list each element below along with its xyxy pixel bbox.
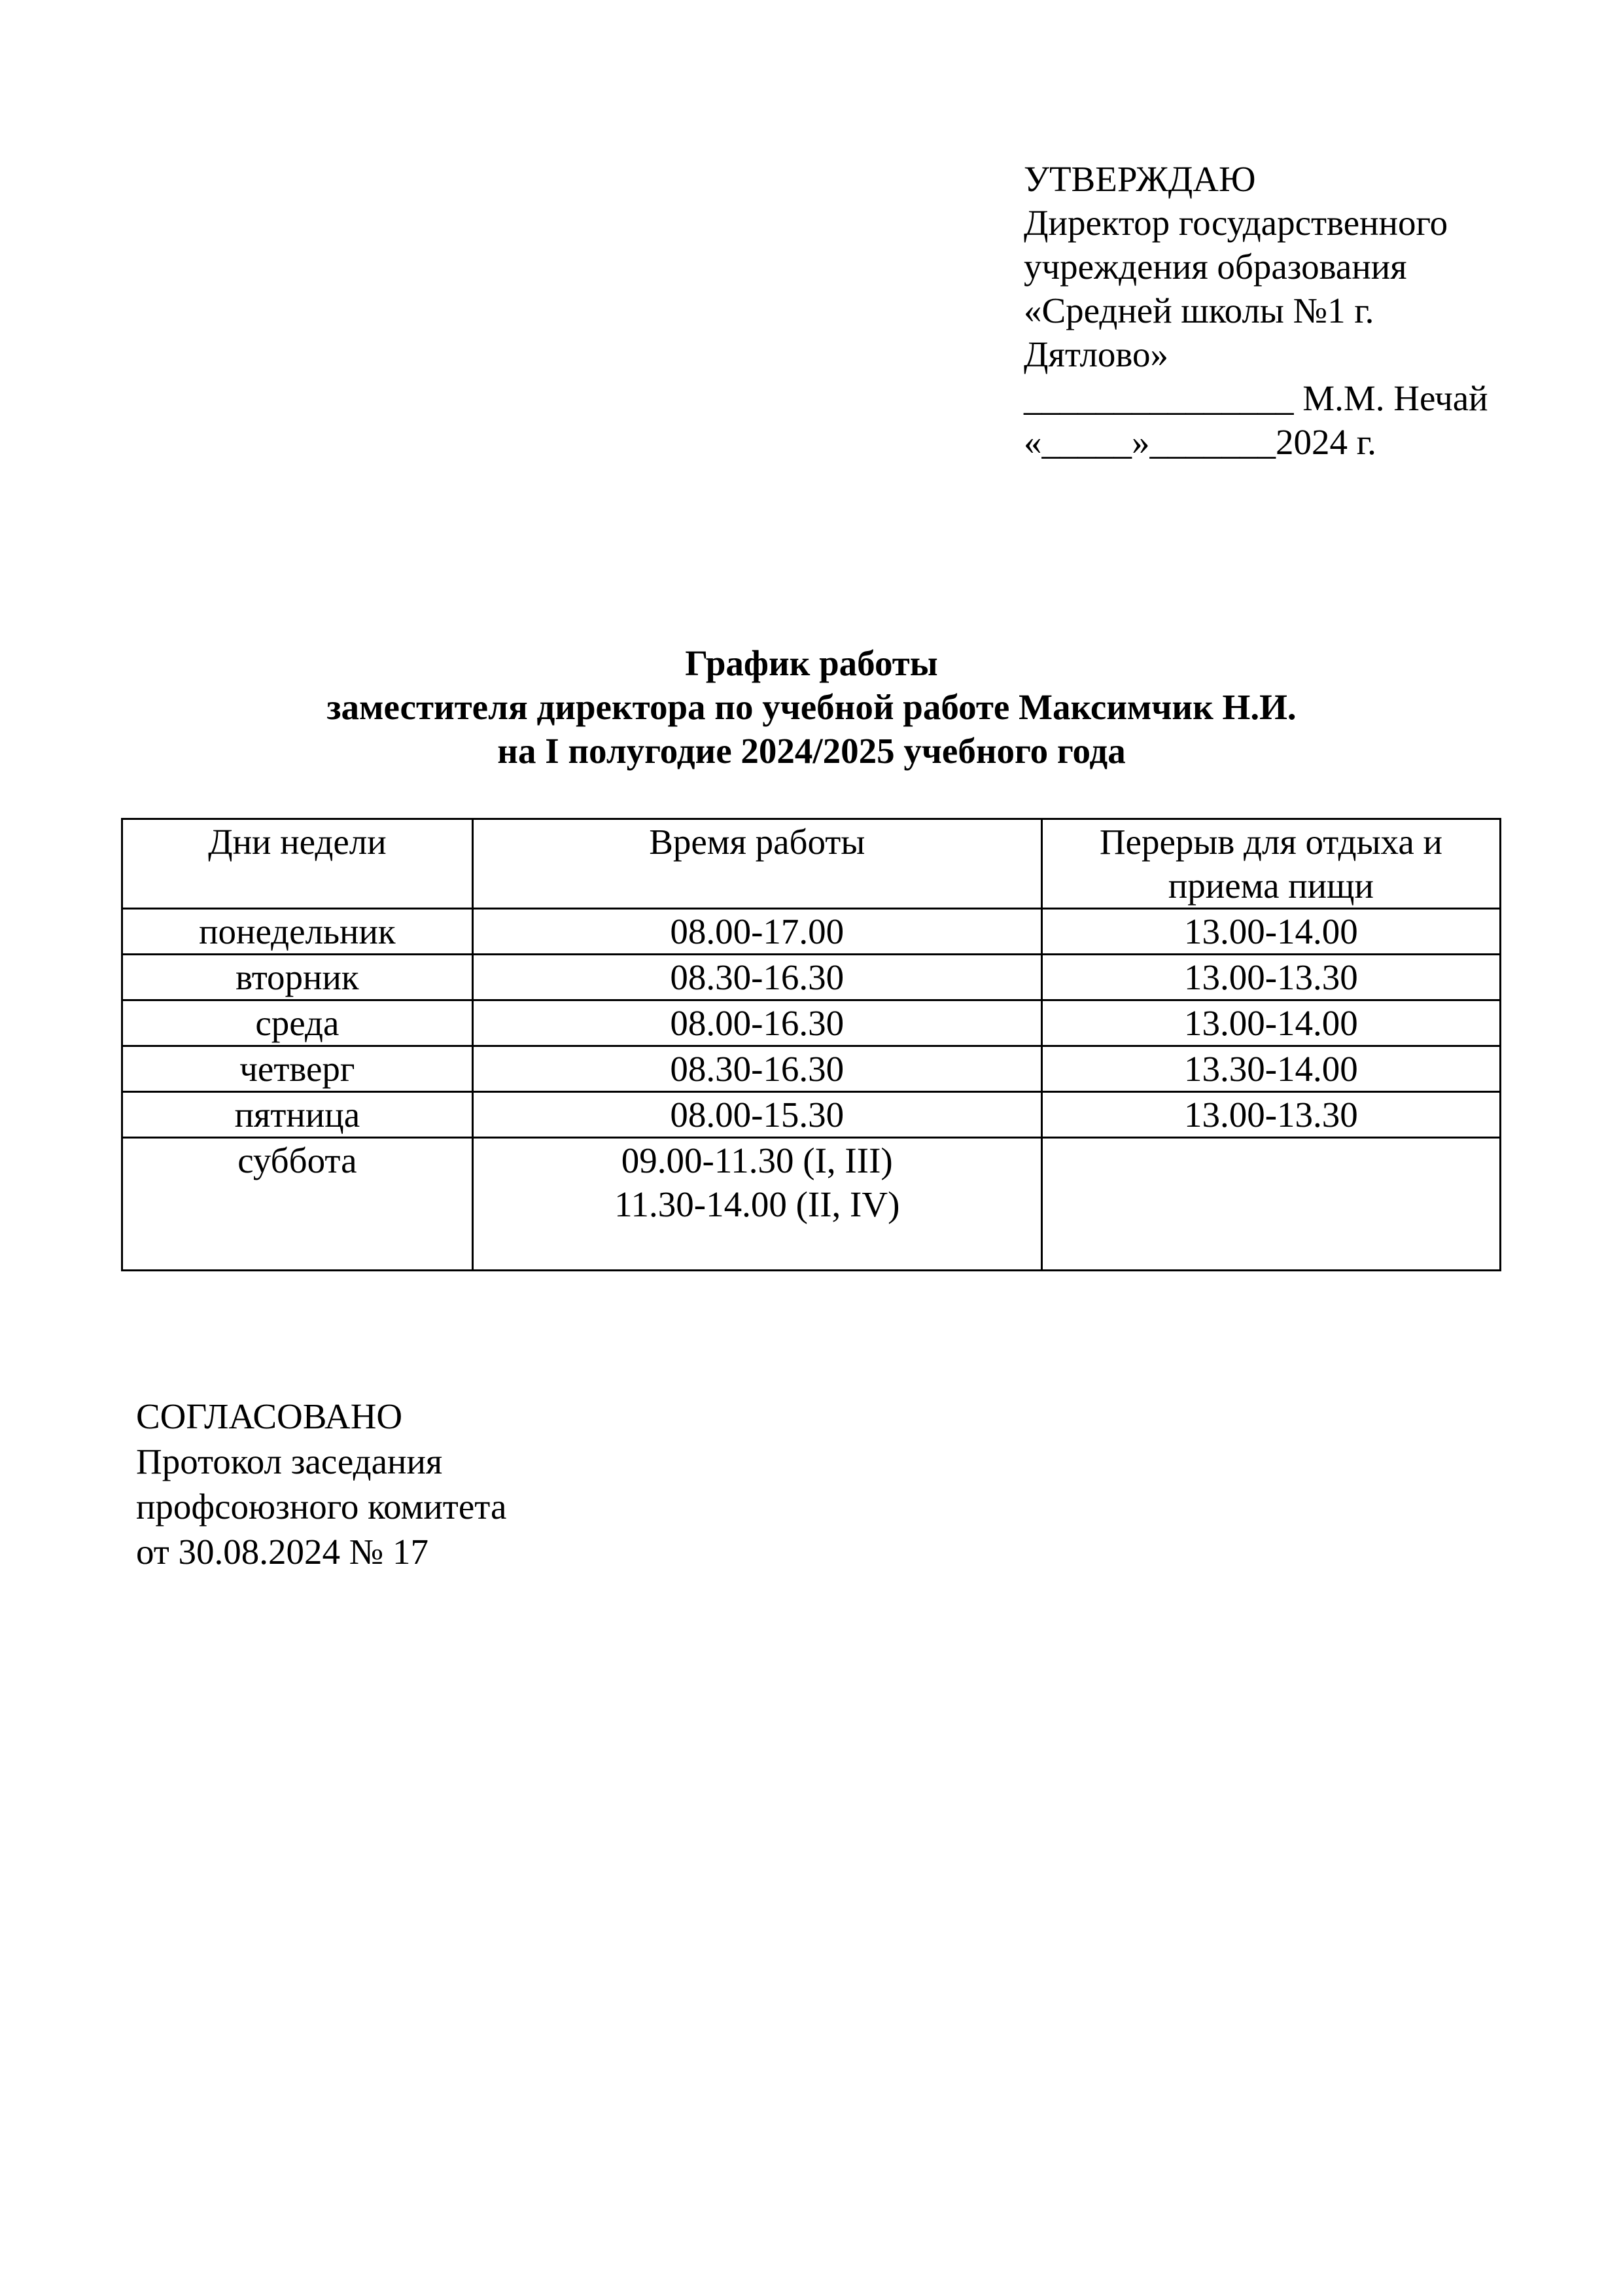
approval-town-line: Дятлово» bbox=[1024, 334, 1169, 374]
work-time-cell: 08.00-15.30 bbox=[472, 1092, 1041, 1138]
agreement-heading: СОГЛАСОВАНО bbox=[136, 1396, 403, 1436]
agreement-date-line: от 30.08.2024 № 17 bbox=[136, 1532, 429, 1572]
approval-signature-line: _______________ М.М. Нечай bbox=[1024, 378, 1488, 418]
work-time-cell: 08.30-16.30 bbox=[472, 955, 1041, 1000]
header-days: Дни недели bbox=[122, 819, 473, 909]
break-cell: 13.00-13.30 bbox=[1041, 1092, 1500, 1138]
break-cell: 13.00-14.00 bbox=[1041, 909, 1500, 955]
agreement-committee-line: профсоюзного комитета bbox=[136, 1487, 507, 1527]
work-time-line-odd-weeks: 09.00-11.30 (I, III) bbox=[621, 1140, 893, 1180]
table-header-row bbox=[122, 819, 1501, 909]
day-cell: четверг bbox=[122, 1046, 473, 1092]
day-cell: пятница bbox=[122, 1092, 473, 1138]
day-cell: понедельник bbox=[122, 909, 473, 955]
header-work-time: Время работы bbox=[472, 819, 1041, 909]
day-cell: суббота bbox=[122, 1138, 473, 1271]
table-row bbox=[122, 1000, 1501, 1046]
break-cell: 13.00-14.00 bbox=[1041, 1000, 1500, 1046]
title-line-3: на I полугодие 2024/2025 учебного года bbox=[497, 731, 1126, 771]
header-break: Перерыв для отдыха и приема пищи bbox=[1041, 819, 1500, 909]
table-row bbox=[122, 1046, 1501, 1092]
work-time-line-even-weeks: 11.30-14.00 (II, IV) bbox=[614, 1184, 900, 1224]
title-line-1: График работы bbox=[685, 643, 938, 683]
table-row bbox=[122, 955, 1501, 1000]
break-cell: 13.30-14.00 bbox=[1041, 1046, 1500, 1092]
approval-school-line: «Средней школы №1 г. bbox=[1024, 291, 1374, 330]
schedule-table bbox=[121, 818, 1501, 1271]
document-title bbox=[0, 641, 1623, 773]
day-cell: среда bbox=[122, 1000, 473, 1046]
table-row bbox=[122, 1092, 1501, 1138]
work-time-cell: 08.30-16.30 bbox=[472, 1046, 1041, 1092]
approval-position-line: Директор государственного bbox=[1024, 203, 1448, 243]
agreement-block bbox=[136, 1394, 506, 1574]
day-cell: вторник bbox=[122, 955, 473, 1000]
approval-institution-line: учреждения образования bbox=[1024, 247, 1407, 287]
title-line-2: заместителя директора по учебной работе Максимчик Н.И. bbox=[326, 687, 1297, 727]
break-cell: 13.00-13.30 bbox=[1041, 955, 1500, 1000]
approval-heading: УТВЕРЖДАЮ bbox=[1024, 159, 1256, 199]
work-time-cell bbox=[472, 1138, 1041, 1271]
approval-date-line: «_____»_______2024 г. bbox=[1024, 422, 1376, 462]
table-row bbox=[122, 909, 1501, 955]
table-row-saturday bbox=[122, 1138, 1501, 1271]
agreement-protocol-line: Протокол заседания bbox=[136, 1441, 443, 1481]
break-cell bbox=[1041, 1138, 1500, 1271]
work-time-cell: 08.00-16.30 bbox=[472, 1000, 1041, 1046]
work-time-cell: 08.00-17.00 bbox=[472, 909, 1041, 955]
approval-block bbox=[1024, 157, 1573, 464]
